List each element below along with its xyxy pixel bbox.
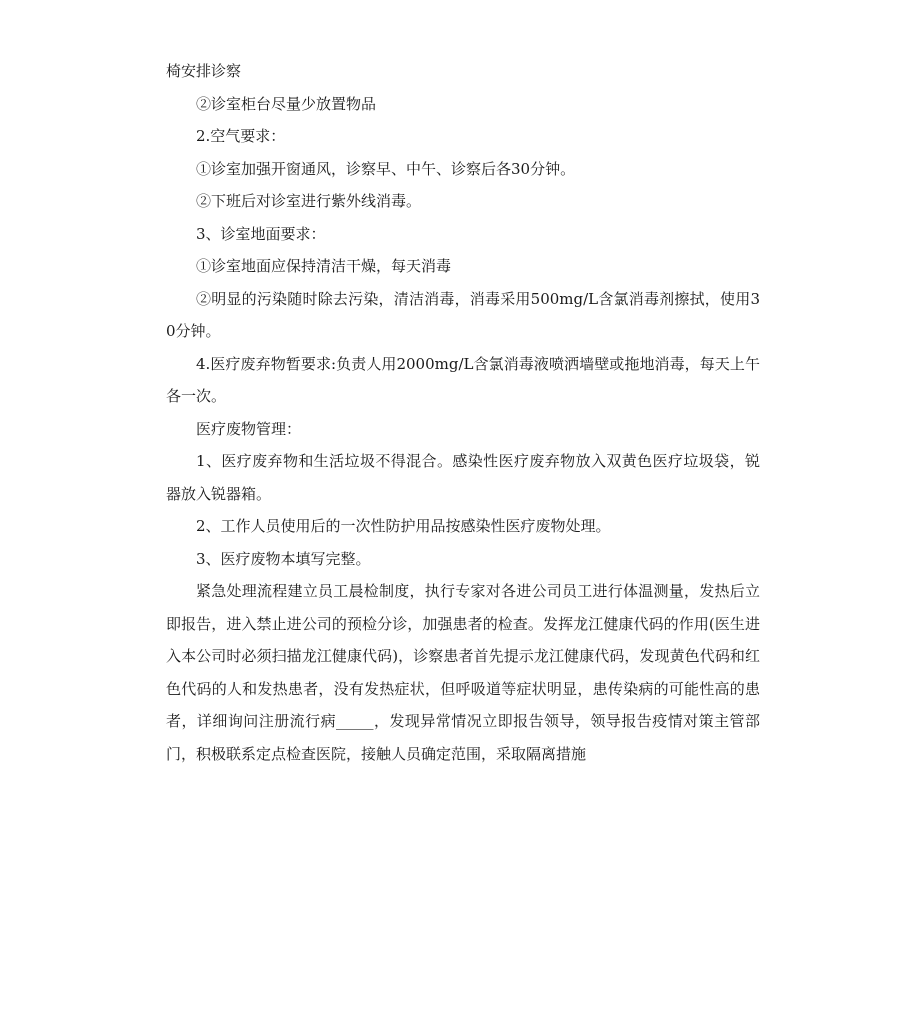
paragraph-waste-management-heading: 医疗废物管理：	[196, 419, 302, 438]
paragraph-floor-clean: ①诊室地面应保持清洁干燥，每天消毒	[196, 257, 452, 275]
paragraph-continuation: 椅安排诊察	[166, 62, 242, 80]
paragraph-waste-rule-3: 3、医疗废物本填写完整。	[196, 549, 371, 568]
paragraph-ventilation: ①诊室加强开窗通风，诊察早、中午、诊察后各30分钟。	[196, 159, 576, 178]
paragraph-waste-temporary: 4.医疗废弃物暂要求:负责人用2000mg/L含氯消毒液喷洒墙壁或拖地消毒，每天上午各一次。	[166, 354, 760, 405]
paragraph-uv-disinfection: ②下班后对诊室进行紫外线消毒。	[196, 192, 422, 210]
paragraph-waste-rule-2: 2、工作人员使用后的一次性防护用品按感染性医疗废物处理。	[196, 517, 611, 535]
document-body	[166, 55, 760, 770]
paragraph-floor-pollution: ②明显的污染随时除去污染，清洁消毒，消毒采用500mg/L含氯消毒剂擦拭，使用30分钟。	[166, 289, 760, 340]
paragraph-emergency-process: 紧急处理流程建立员工晨检制度，执行专家对各进公司员工进行体温测量，发热后立即报告，进入禁止进公司的预检分诊，加强患者的检查。发挥龙江健康代码的作用(医生进入本公司时必须扫描龙江健康代码)，诊察患者首先提示龙江健康代码，发现黄色代码和红色代码的人和发热患者，没有发热症状，但呼吸道等症状明显，患传染病的可能性高的患者，详细询问注册流行病_____，发现异常情况立即报告领导，领导报告疫情对策主管部门，积极联系定点检查医院，接触人员确定范围，采取隔离措施	[166, 582, 760, 763]
paragraph-counter-items: ②诊室柜台尽量少放置物品	[196, 94, 377, 113]
paragraph-waste-rule-1: 1、医疗废弃物和生活垃圾不得混合。感染性医疗废弃物放入双黄色医疗垃圾袋，锐器放入锐器箱。	[166, 452, 760, 503]
paragraph-air-heading: 2.空气要求：	[196, 127, 286, 145]
paragraph-floor-heading: 3、诊室地面要求：	[196, 224, 326, 243]
